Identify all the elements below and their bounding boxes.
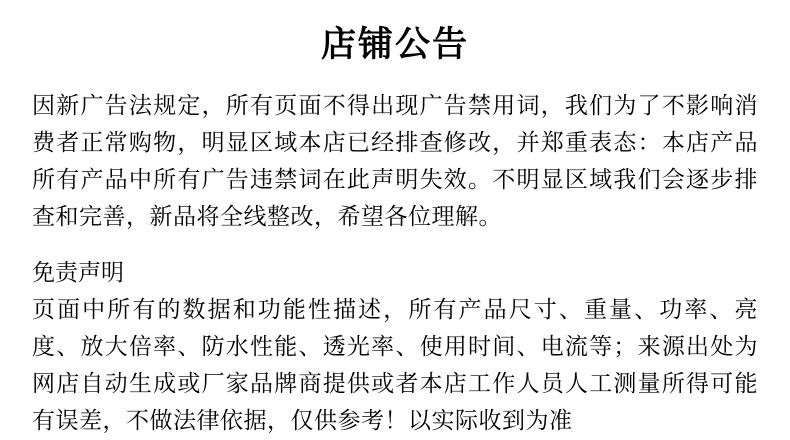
disclaimer-paragraph: 页面中所有的数据和功能性描述，所有产品尺寸、重量、功率、亮度、放大倍率、防水性能、透光率、使用时间、电流等；来源出处为网店自动生成或厂家品牌商提供或者本店工作人员人工测量所得可能有误差，不做法律依据，仅供参考！以实际收到为准 [32,297,758,434]
disclaimer-heading: 免责声明 [32,260,124,286]
disclaimer-section [32,256,758,440]
announcement-section [32,88,758,236]
page-title: 店铺公告 [320,25,469,65]
announcement-paragraph: 因新广告法规定，所有页面不得出现广告禁用词，我们为了不影响消费者正常购物，明显区域本店已经排查修改，并郑重表态：本店产品所有产品中所有广告违禁词在此声明失效。不明显区域我们会逐步排查和完善，新品将全线整改，希望各位理解。 [32,93,758,230]
